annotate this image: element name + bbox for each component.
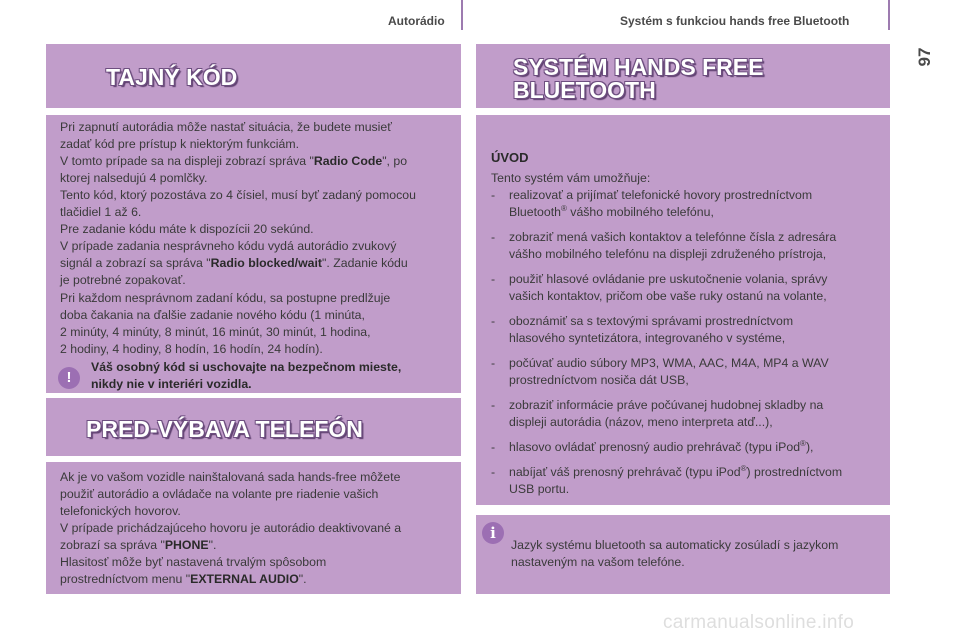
info-icon: i xyxy=(482,522,504,544)
bluetooth-title-line-2: BLUETOOTH xyxy=(513,77,656,103)
secret-code-paragraph-2 xyxy=(60,290,390,358)
header-left: Autorádio xyxy=(388,14,445,28)
info-text xyxy=(511,537,838,571)
feature-item: - nabíjať váš prenosný prehrávač (typu iPod®) prostredníctvom USB portu. xyxy=(491,463,843,496)
feature-item: - hlasovo ovládať prenosný audio prehrávač (typu iPod®), xyxy=(491,438,814,454)
secret-code-line: signál a zobrazí sa správa "Radio blocked/wait". Zadanie kódu xyxy=(60,256,408,270)
phone-line: telefonických hovorov. xyxy=(60,504,181,518)
phone-line: prostredníctvom menu "EXTERNAL AUDIO". xyxy=(60,572,307,586)
exclamation-icon: ! xyxy=(58,367,80,389)
secret-code-wait-line: Pri každom nesprávnom zadaní kódu, sa postupne predlžuje xyxy=(60,291,391,305)
phone-line: Hlasitosť môže byť nastavená trvalým spôsobom xyxy=(60,555,327,569)
header-rule-right xyxy=(888,0,890,30)
warning-line-2: nikdy nie v interiéri vozidla. xyxy=(91,377,252,391)
page-number: 97 xyxy=(915,47,934,67)
warning-line-1: Váš osobný kód si uschovajte na bezpečnom mieste, xyxy=(91,360,402,374)
secret-code-title: TAJNÝ KÓD xyxy=(106,64,238,90)
secret-code-paragraph-1 xyxy=(60,119,416,289)
intro-text: Tento systém vám umožňuje: xyxy=(491,171,651,185)
secret-code-line: V tomto prípade sa na displeji zobrazí správa "Radio Code", po xyxy=(60,154,408,168)
secret-code-wait-line: 2 minúty, 4 minúty, 8 minút, 16 minút, 30 minút, 1 hodina, xyxy=(60,325,371,339)
header-rule-left xyxy=(461,0,463,30)
phone-line: Ak je vo vašom vozidle nainštalovaná sada hands-free môžete xyxy=(60,470,401,484)
secret-code-line: je potrebné zopakovať. xyxy=(60,273,186,287)
feature-item: - zobraziť informácie práve počúvanej hudobnej skladby na displeji autorádia (názov, meno interpreta atď...), xyxy=(491,398,824,429)
secret-code-line: ktorej nalsedujú 4 pomlčky. xyxy=(60,171,208,185)
intro-heading: ÚVOD xyxy=(491,150,529,165)
feature-items xyxy=(491,187,886,498)
info-line-1: Jazyk systému bluetooth sa automaticky zosúladí s jazykom xyxy=(511,538,839,552)
phone-line: použiť autorádio a ovládače na volante pre riadenie vašich xyxy=(60,487,379,501)
secret-code-wait-line: 2 hodiny, 4 hodiny, 8 hodín, 16 hodín, 24 hodín). xyxy=(60,342,323,356)
phone-line: V prípade prichádzajúceho hovoru je autorádio deaktivované a xyxy=(60,521,402,535)
feature-item: - zobraziť mená vašich kontaktov a telefónne čísla z adresára vášho mobilného telefónu na displeji združeného prístroja, xyxy=(491,230,837,261)
feature-item: - počúvať audio súbory MP3, WMA, AAC, M4A, MP4 a WAV prostredníctvom nosiča dát USB, xyxy=(491,356,829,387)
warning-text xyxy=(91,359,401,393)
phone-paragraph xyxy=(60,469,401,588)
watermark: carmanualsonline.info xyxy=(663,612,855,633)
phone-title: PRED-VÝBAVA TELEFÓN xyxy=(86,416,363,442)
secret-code-wait-line: doba čakania na ďalšie zadanie nového kódu (1 minúta, xyxy=(60,308,365,322)
feature-item: - realizovať a prijímať telefonické hovory prostredníctvom Bluetooth® vášho mobilného telefónu, xyxy=(491,188,813,219)
feature-item: - použiť hlasové ovládanie pre uskutočnenie volania, správy vašich kontaktov, pričom obe vaše ruky ostanú na volante, xyxy=(491,272,828,303)
phone-line: zobrazí sa správa "PHONE". xyxy=(60,538,217,552)
secret-code-line: tlačidiel 1 až 6. xyxy=(60,205,142,219)
bluetooth-title xyxy=(513,56,763,102)
feature-list xyxy=(491,187,886,506)
header-right: Systém s funkciou hands free Bluetooth xyxy=(620,14,850,28)
secret-code-line: Tento kód, ktorý pozostáva zo 4 čísiel, musí byť zadaný pomocou xyxy=(60,188,416,202)
secret-code-line: zadať kód pre prístup k niektorým funkciám. xyxy=(60,137,300,151)
secret-code-line: Pre zadanie kódu máte k dispozícii 20 sekúnd. xyxy=(60,222,314,236)
secret-code-line: Pri zapnutí autorádia môže nastať situácia, že budete musieť xyxy=(60,120,392,134)
bluetooth-title-line-1: SYSTÉM HANDS FREE xyxy=(513,54,764,80)
secret-code-line: V prípade zadania nesprávneho kódu vydá autorádio zvukový xyxy=(60,239,397,253)
info-line-2: nastaveným na vašom telefóne. xyxy=(511,555,685,569)
feature-item: - oboznámiť sa s textovými správami prostredníctvom hlasového syntetizátora, integrovaného v systéme, xyxy=(491,314,794,345)
